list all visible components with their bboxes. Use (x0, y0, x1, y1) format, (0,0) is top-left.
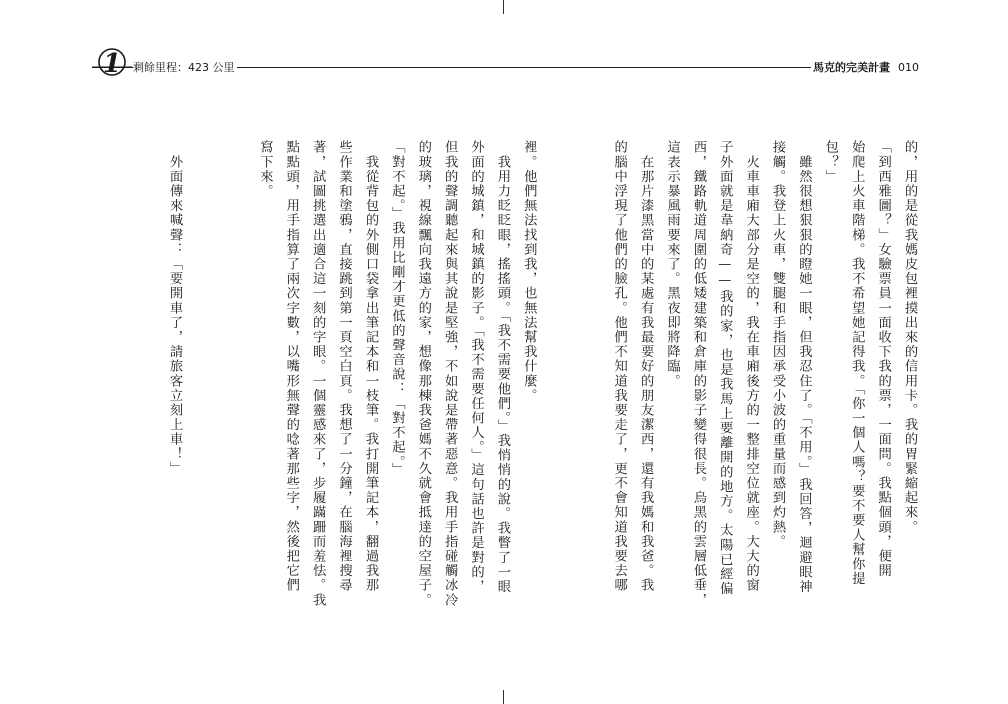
text-column: 的腦中浮現了他們的臉孔。他們不知道我要走了，更不會知道我要去哪 (611, 140, 627, 593)
text-column: 的，用的是從我媽皮包裡摸出來的信用卡。我的胃緊縮起來。 (902, 140, 917, 535)
text-column: 雖然很想狠狠的瞪她一眼，但我忍住了。「不用。」我回答，迴避眼神 (796, 140, 812, 594)
paragraph-gap (187, 140, 251, 640)
text-column: 西，鐵路軌道周圍的低矮建築和倉庫的影子變得很長。烏黑的雲層低垂， (690, 140, 706, 608)
chapter-number-emblem (92, 42, 132, 82)
running-title (811, 62, 919, 73)
text-column: 我從背包的外側口袋拿出筆記本和一枝筆。我打開筆記本，翻過我那 (362, 140, 378, 593)
text-column: 包？」 (822, 140, 838, 184)
text-column: 接觸。我登上火車，雙腿和手指因承受小波的重量而感到灼熱。 (770, 140, 786, 549)
crop-mark-bottom (503, 690, 504, 704)
text-column: 著，試圖挑選出適合這一刻的字眼。一個靈感來了，步履蹣跚而羞怯。我 (310, 140, 326, 608)
text-column: 但我的聲調聽起來與其說是堅強，不如說是帶著惡意。我用手指碰觸冰冷 (442, 140, 458, 608)
text-column: 外面的城鎮，和城鎮的影子。「我不需要任何人。」這句話也許是對的， (468, 140, 484, 594)
text-column: 我用力眨眨眼，搖搖頭。「我不需要他們。」我悄悄的說。我瞥了一眼 (494, 140, 510, 594)
chapter-number: 1 (102, 49, 122, 79)
page-number: 010 (898, 61, 919, 74)
page-gutter (541, 140, 605, 640)
text-column: 些作業和塗鴉，直接跳到第一頁空白頁。我想了一分鐘，在腦海裡搜尋 (336, 140, 352, 593)
text-column: 外面傳來喊聲：「要開車了，請旅客立刻上車！」 (167, 140, 183, 476)
text-column: 在那片漆黑當中的某處有我最要好的朋友潔西，還有我媽和我爸。我 (638, 140, 654, 593)
text-column: 「對不起。」我用比剛才更低的聲音說：「對不起。」 (389, 140, 405, 478)
crop-mark-top (503, 0, 504, 14)
text-column: 裡。他們無法找到我，也無法幫我什麼。 (521, 140, 537, 403)
text-column: 子外面就是韋納奇——我的家，也是我馬上要離開的地方。太陽已經偏 (717, 140, 733, 596)
book-title: 馬克的完美計畫 (813, 61, 890, 74)
text-column: 的玻璃，視線飄向我遠方的家，想像那棟我爸媽不久就會抵達的空屋子。 (415, 140, 431, 608)
text-column: 這表示暴風雨要來了。黑夜即將降臨。 (664, 140, 680, 389)
text-column: 「到西雅圖？」女驗票員一面收下我的票，一面問。我點個頭，便開 (875, 140, 891, 578)
remaining-distance-header: 剩餘里程：423 公里 (133, 61, 235, 74)
text-column: 點點頭，用手指算了兩次字數，以嘴形無聲的唸著那些字，然後把它們 (283, 140, 299, 593)
vertical-text-body (96, 140, 922, 640)
text-column: 始爬上火車階梯。我不希望她記得我。「你一個人嗎？要不要人幫你提 (849, 140, 865, 586)
text-column: 火車車廂大部分是空的，我在車廂後方的一整排空位就座。大大的窗 (743, 140, 759, 593)
text-column: 寫下來。 (257, 140, 273, 199)
